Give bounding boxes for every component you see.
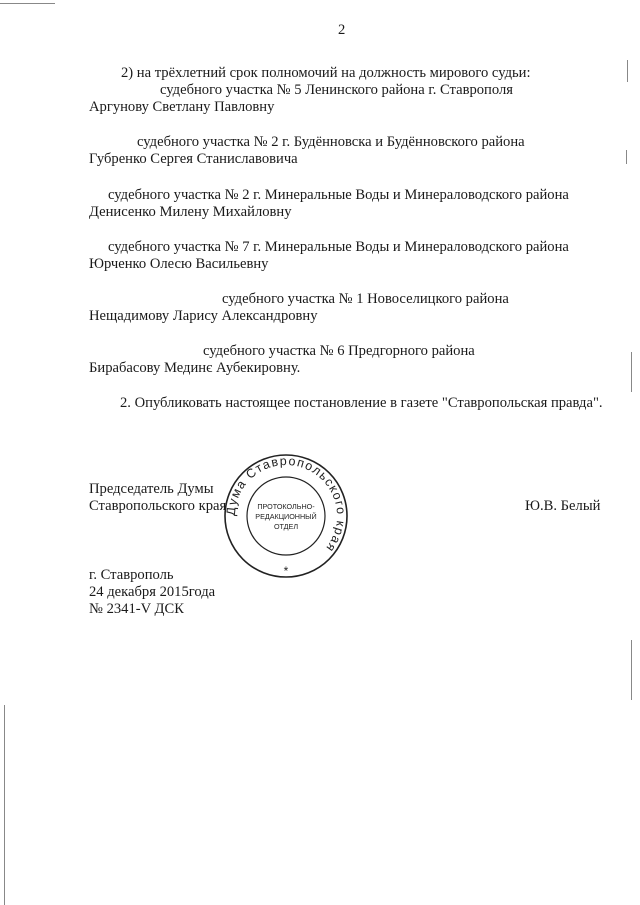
court-line: судебного участка № 7 г. Минеральные Воды и Минераловодского района [108, 239, 569, 255]
signatory-position-line2: Ставропольского края [89, 498, 227, 514]
footer-date: 24 декабря 2015года [89, 584, 216, 600]
scan-artifact-right-mark [627, 60, 628, 82]
person-name: Бирабасову Мединє Аубекировну. [89, 360, 301, 376]
person-name: Денисенко Милену Михайловну [89, 204, 292, 220]
stamp-seal [221, 451, 351, 581]
page-number: 2 [338, 22, 346, 38]
court-line: судебного участка № 2 г. Минеральные Воды и Минераловодского района [108, 187, 569, 203]
signatory-name: Ю.В. Белый [525, 498, 601, 514]
stamp-inner-line2: РЕДАКЦИОННЫЙ [255, 512, 317, 521]
person-name: Аргунову Светлану Павловну [89, 99, 275, 115]
stamp-inner-line3: ОТДЕЛ [273, 522, 299, 531]
person-name: Губренко Сергея Станиславовича [89, 151, 298, 167]
person-name: Юрченко Олесю Васильевну [89, 256, 269, 272]
footer-city: г. Ставрополь [89, 567, 174, 583]
scan-artifact-top-line [0, 3, 55, 4]
court-line: судебного участка № 1 Новоселицкого района [222, 291, 509, 307]
scan-artifact-right-mark [626, 150, 627, 164]
stamp-star: * [283, 564, 289, 578]
scan-artifact-right-mark [631, 352, 632, 392]
scan-artifact-left-mark [4, 705, 5, 905]
signatory-position-line1: Председатель Думы [89, 481, 214, 497]
stamp-inner-line1: ПРОТОКОЛЬНО- [257, 502, 315, 511]
person-name: Нещадимову Ларису Александровну [89, 308, 318, 324]
footer-number: № 2341-V ДСК [89, 601, 184, 617]
publish-clause: 2. Опубликовать настоящее постановление в газете "Ставропольская правда". [120, 395, 603, 411]
stamp-outer-text: Дума Ставропольского края [223, 453, 349, 556]
court-line: судебного участка № 5 Ленинского района г. Ставрополя [160, 82, 513, 98]
court-line: судебного участка № 2 г. Будённовска и Будённовского района [137, 134, 525, 150]
intro-line: 2) на трёхлетний срок полномочий на должность мирового судьи: [121, 65, 531, 81]
scan-artifact-right-mark [631, 640, 632, 700]
court-line: судебного участка № 6 Предгорного района [203, 343, 475, 359]
